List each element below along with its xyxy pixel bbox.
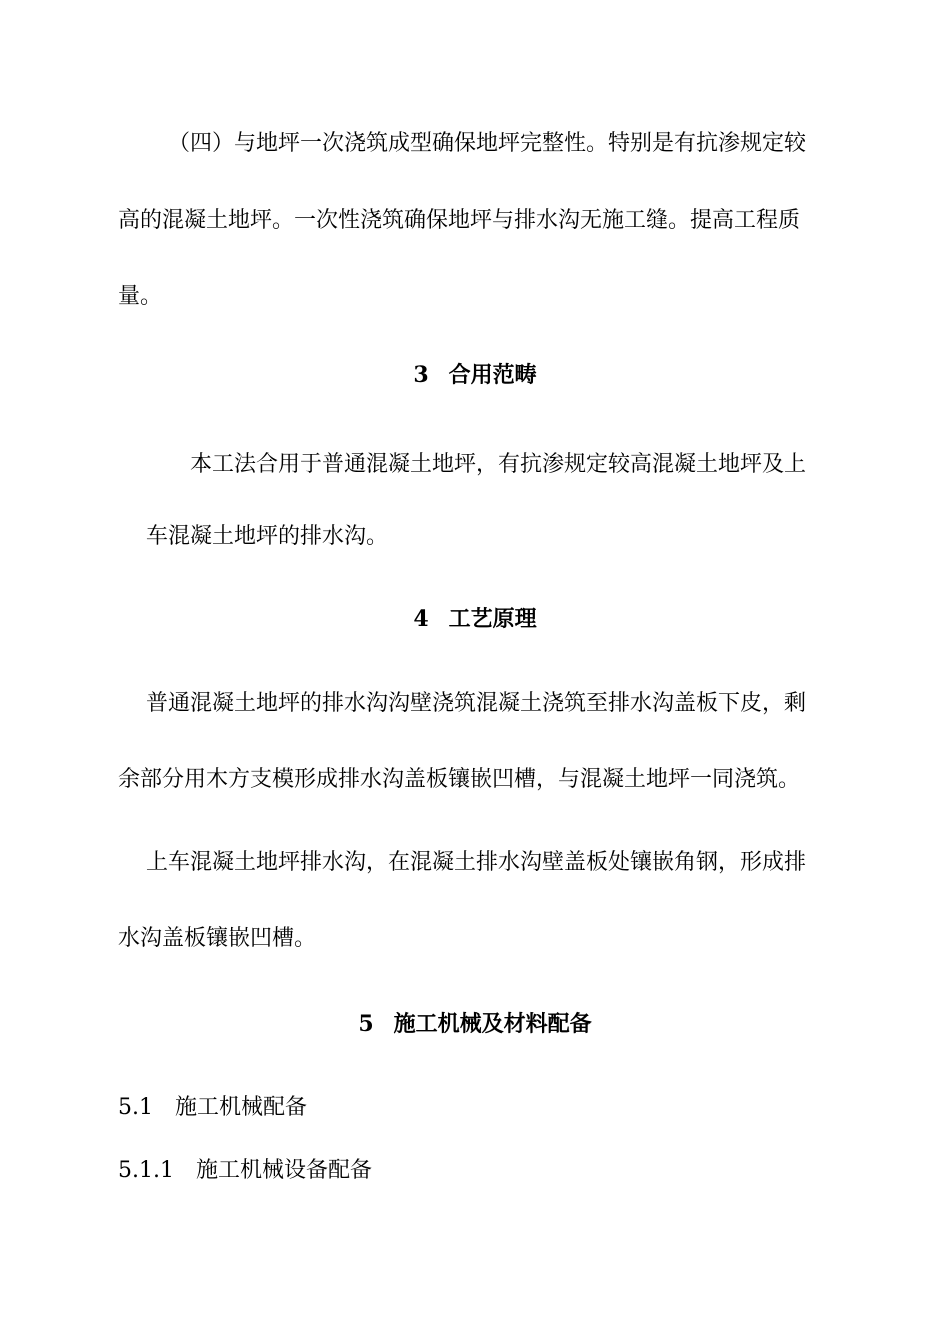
subsection-5-1 xyxy=(118,1095,307,1121)
section-heading-3 xyxy=(0,362,950,388)
section-heading-4 xyxy=(0,606,950,632)
section-title: 工艺原理 xyxy=(448,606,537,632)
paragraph-2-line-2: 车混凝土地坪的排水沟。 xyxy=(146,524,389,549)
subsection-title: 施工机械配备 xyxy=(175,1095,308,1120)
subsection-5-1-1 xyxy=(118,1158,372,1184)
paragraph-4-line-2: 水沟盖板镶嵌凹槽。 xyxy=(118,926,317,951)
paragraph-2-line-1: 本工法合用于普通混凝土地坪，有抗渗规定较高混凝土地坪及上 xyxy=(190,452,807,477)
subsection-title: 施工机械设备配备 xyxy=(195,1158,372,1183)
paragraph-3-line-2: 余部分用木方支模形成排水沟盖板镶嵌凹槽，与混凝土地坪一同浇筑。 xyxy=(118,767,801,792)
paragraph-4-line-1: 上车混凝土地坪排水沟，在混凝土排水沟壁盖板处镶嵌角钢，形成排 xyxy=(146,850,807,875)
paragraph-3-line-1: 普通混凝土地坪的排水沟沟壁浇筑混凝土浇筑至排水沟盖板下皮，剩 xyxy=(146,691,807,716)
section-heading-5 xyxy=(0,1011,950,1037)
section-number: 4 xyxy=(413,606,429,632)
section-number: 3 xyxy=(413,362,429,388)
paragraph-1-line-1: （四）与地坪一次浇筑成型确保地坪完整性。特别是有抗渗规定较 xyxy=(168,131,807,156)
section-title: 施工机械及材料配备 xyxy=(393,1011,592,1037)
section-number: 5 xyxy=(358,1011,374,1037)
paragraph-1-line-2: 高的混凝土地坪。一次性浇筑确保地坪与排水沟无施工缝。提高工程质 xyxy=(118,208,801,233)
subsection-number: 5.1 xyxy=(118,1095,153,1120)
subsection-number: 5.1.1 xyxy=(118,1158,174,1183)
section-title: 合用范畴 xyxy=(448,362,537,388)
paragraph-1-line-3: 量。 xyxy=(118,284,163,309)
